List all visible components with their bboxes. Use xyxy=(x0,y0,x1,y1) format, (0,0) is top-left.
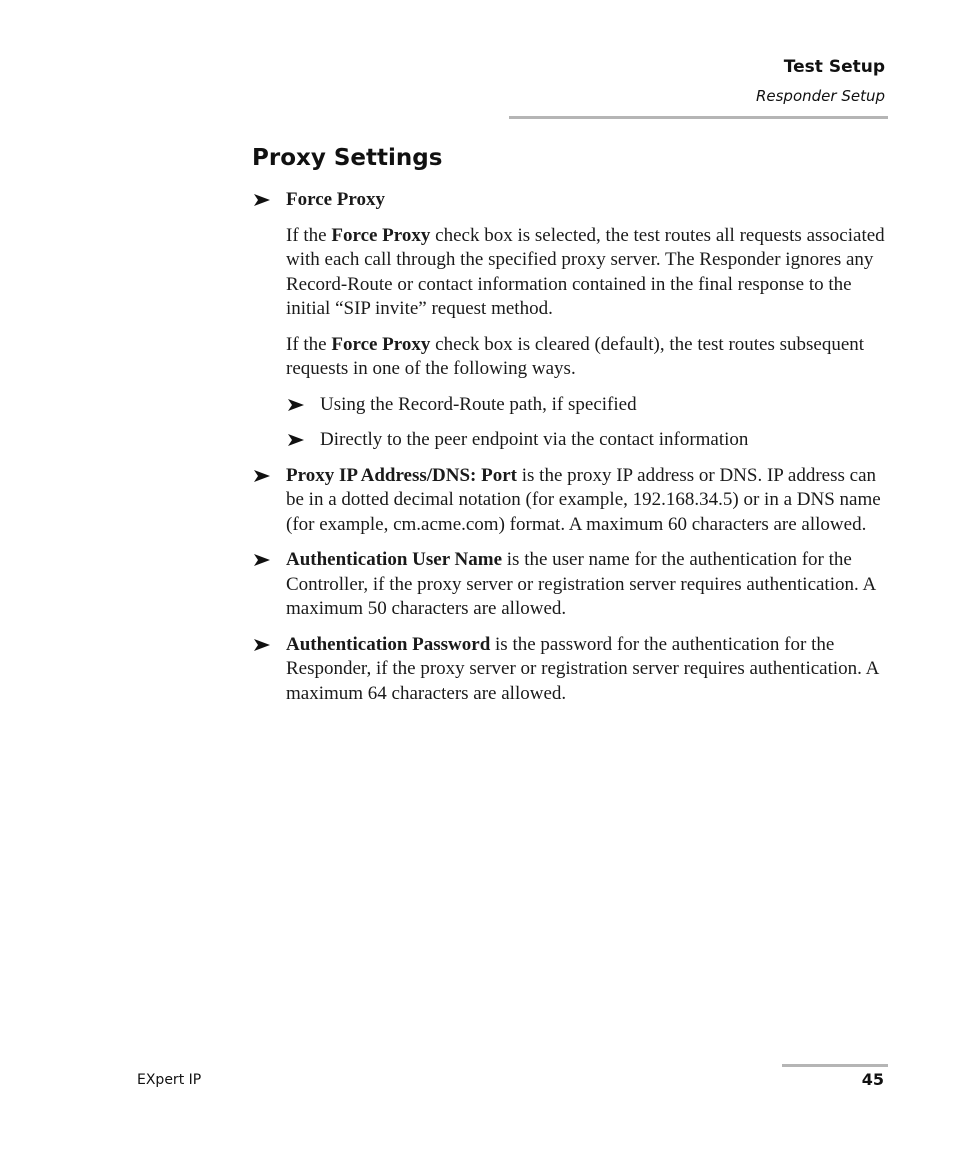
item-label: Force Proxy xyxy=(286,189,386,210)
header-divider xyxy=(509,116,888,119)
list-item-force-proxy xyxy=(252,188,892,213)
arrow-bullet-icon xyxy=(252,190,272,210)
footer-divider xyxy=(782,1064,888,1067)
section-content xyxy=(252,188,892,717)
running-header-subtitle: Responder Setup xyxy=(755,87,885,105)
list-item-auth-password: Authentication Password is the password for the authentication for the Responder, if the proxy server or registration server requires authentication. A maximum 64 characters are allowed. xyxy=(252,633,892,707)
page-number: 45 xyxy=(861,1070,884,1089)
arrow-bullet-icon xyxy=(252,550,272,570)
list-item-proxy-ip: Proxy IP Address/DNS: Port is the proxy IP address or DNS. IP address can be in a dotted decimal notation (for example, 192.168.34.5) or in a DNS name (for example, cm.acme.com) format. A maximum 60 characters are allowed. xyxy=(252,464,892,538)
force-proxy-paragraph-1: If the Force Proxy check box is selected, the test routes all requests associated with each call through the specified proxy server. The Responder ignores any Record-Route or contact information contained in the final response to the initial “SIP invite” request method. xyxy=(286,224,885,319)
arrow-bullet-icon xyxy=(252,635,272,655)
section-title: Proxy Settings xyxy=(252,145,443,171)
arrow-bullet-icon xyxy=(252,466,272,486)
arrow-bullet-icon xyxy=(286,430,306,450)
arrow-bullet-icon xyxy=(286,395,306,415)
running-header-title: Test Setup xyxy=(783,57,885,77)
force-proxy-paragraph-2: If the Force Proxy check box is cleared (default), the test routes subsequent requests in one of the following ways. xyxy=(286,333,865,379)
sub-list-item: Using the Record-Route path, if specified xyxy=(320,393,892,418)
list-item-auth-user: Authentication User Name is the user name for the authentication for the Controller, if the proxy server or registration server requires authentication. A maximum 50 characters are allowed. xyxy=(252,548,892,622)
footer-product-name: EXpert IP xyxy=(137,1072,202,1088)
sub-list-item: Directly to the peer endpoint via the contact information xyxy=(320,428,892,453)
